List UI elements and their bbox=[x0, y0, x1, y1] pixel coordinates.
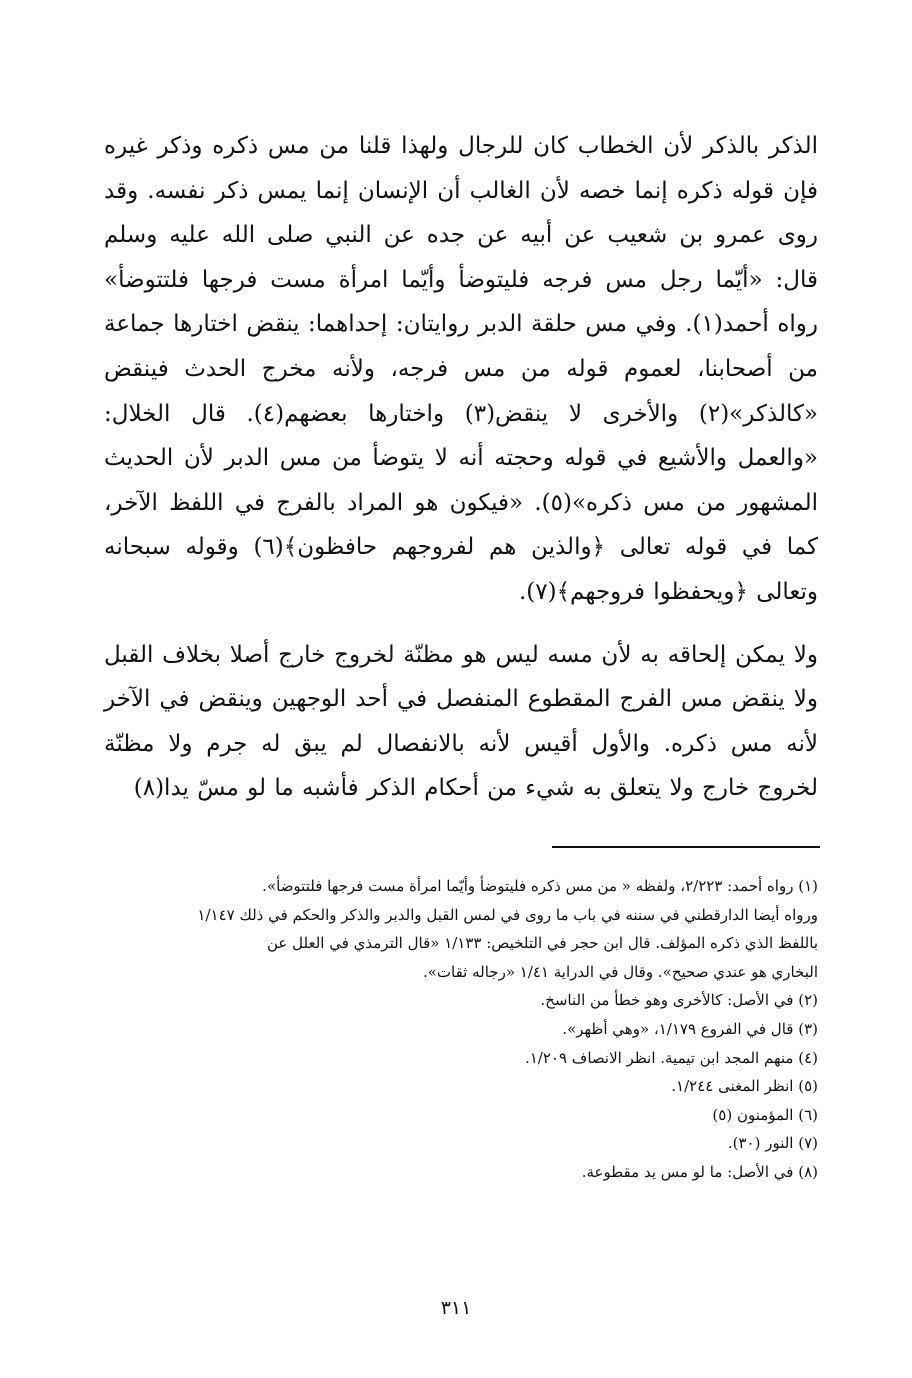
footnote: (٨) في الأصل: ما لو مس يد مقطوعة. bbox=[581, 1162, 818, 1181]
paragraph: الذكر بالذكر لأن الخطاب كان للرجال ولهذا قلنا من مس ذكره وذكر غيره فإن قوله ذكره إنما خصه لأن الغالب أن الإنسان إنما يمس ذكر نفسه. وقد روى عمرو بن شعيب عن أبيه عن جده عن النبي صلى الله عليه وسلم قال: «أيّما رجل مس فرجه فليتوضأ وأيّما امرأة مست فرجها فلتتوضأ» رواه أحمد(١). وفي مس حلقة الدبر روايتان: إحداهما: ينقض اختارها جماعة من أصحابنا، لعموم قوله من مس فرجه، ولأنه مخرج الحدث فينقض «كالذكر»(٢) والأخرى لا ينقض(٣) واختارها بعضهم(٤). قال الخلال: «والعمل والأشيع في قوله وحجته أنه لا يتوضأ من مس الدبر لأن الحديث المشهور من مس ذكره»(٥). «فيكون هو المراد بالفرج في اللفظ الآخر، كما في قوله تعالى ﴿والذين هم لفروجهم حافظون﴾(٦) وقوله سبحانه وتعالى ﴿ويحفظوا فروجهم﴾(٧). bbox=[104, 133, 819, 605]
footnote: (٥) انظر المغنى ١/٢٤٤. bbox=[671, 1077, 818, 1096]
footnote: باللفظ الذي ذكره المؤلف. قال ابن حجر في التلخيص: ١/١٣٣ «قال الترمذي في العلل عن bbox=[267, 934, 818, 953]
footnote: (٦) المؤمنون (٥) bbox=[712, 1105, 818, 1124]
footnote: (٤) منهم المجد ابن تيمية. انظر الانصاف ١/٢٠٩. bbox=[524, 1048, 818, 1067]
footnote: (٣) قال في الفروع ١/١٧٩، «وهي أظهر». bbox=[562, 1019, 818, 1038]
footnote: ورواه أيضا الدارقطني في سننه في باب ما روى في لمس القبل والدبر والذكر والحكم في ذلك ١/١٤٧ bbox=[197, 905, 818, 924]
footnote-separator bbox=[552, 846, 820, 848]
footnote: البخاري هو عندي صحيح». وقال في الدراية ١/٤١ «رجاله ثقات». bbox=[422, 962, 818, 981]
footnotes bbox=[104, 872, 818, 1187]
page-number: ٣١١ bbox=[440, 1297, 472, 1319]
footnote: (٢) في الأصل: كالأخرى وهو خطأ من الناسخ. bbox=[540, 991, 818, 1010]
footnote: (١) رواه أحمد: ٢/٢٢٣، ولفظه « من مس ذكره فليتوضأ وأيّما امرأة مست فرجها فلتتوضأ». bbox=[262, 877, 818, 895]
main-text bbox=[104, 124, 818, 811]
paragraph: ولا يمكن إلحاقه به لأن مسه ليس هو مظنّة لخروج خارج أصلا بخلاف القبل ولا ينقض مس الفرج المقطوع المنفصل في أحد الوجهين وينقض في الآخر لأنه مس ذكره. والأول أقيس لأنه بالانفصال لم يبق له جرم ولا مظنّة لخروج خارج ولا يتعلق به شيء من أحكام الذكر فأشبه ما لو مسّ يدا(٨) bbox=[104, 641, 818, 802]
footnote: (٧) النور (٣٠). bbox=[727, 1134, 818, 1153]
